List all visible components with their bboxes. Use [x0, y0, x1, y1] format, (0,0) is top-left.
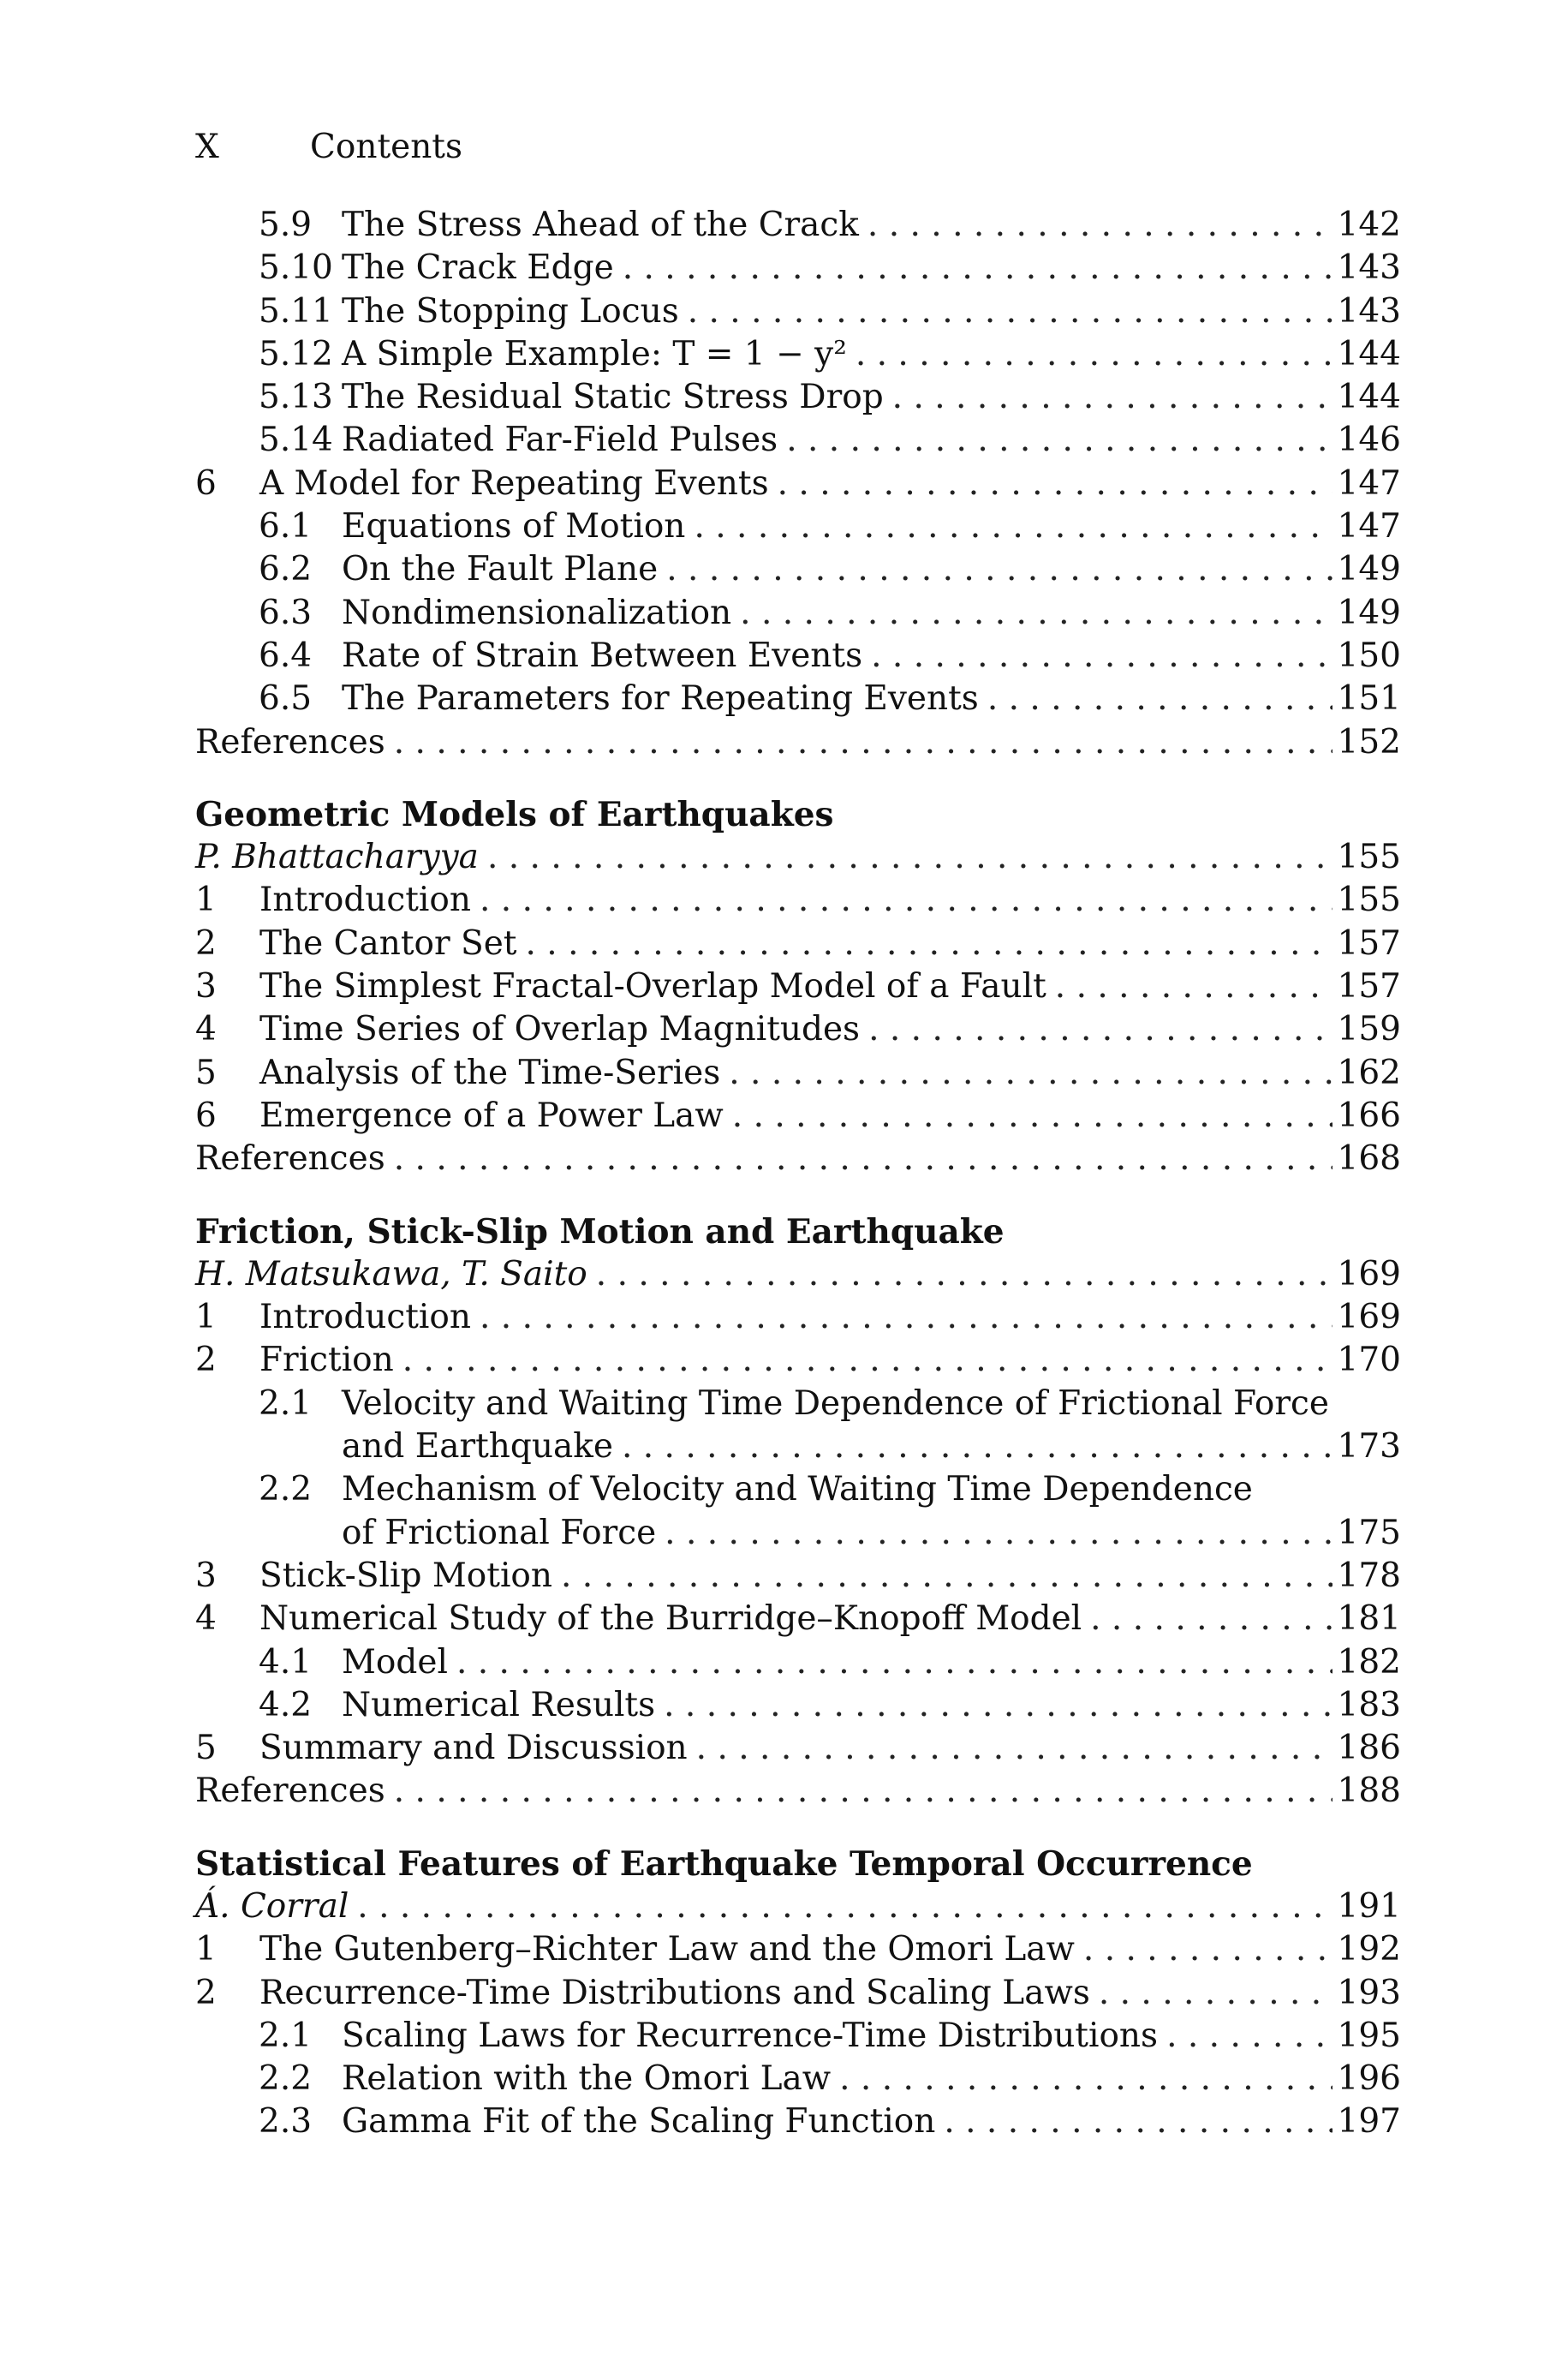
- toc-entry[interactable]: 4.1 Model . . . 182: [195, 1641, 1401, 1684]
- page-number: X: [195, 128, 219, 166]
- toc-entry[interactable]: 2.1 Scaling Laws for Recurrence-Time Distributions . . . 195: [195, 2015, 1401, 2058]
- toc-entry[interactable]: 5.13 The Residual Static Stress Drop . . . 144: [195, 376, 1401, 419]
- toc-entry[interactable]: 2.2 Mechanism of Velocity and Waiting Time Dependence: [259, 1470, 1253, 1509]
- toc-entry[interactable]: 6.2 On the Fault Plane . . . 149: [195, 548, 1401, 591]
- article-title[interactable]: Geometric Models of Earthquakes: [195, 794, 834, 834]
- toc-entry[interactable]: 5.11 The Stopping Locus . . . 143: [195, 290, 1401, 333]
- article-title[interactable]: Statistical Features of Earthquake Temporal Occurrence: [195, 1843, 1253, 1884]
- toc-entry[interactable]: 2.2 Relation with the Omori Law . . . 196: [195, 2058, 1401, 2100]
- toc-entry[interactable]: 4.2 Numerical Results . . . 183: [195, 1684, 1401, 1727]
- toc-entry[interactable]: 5.14 Radiated Far-Field Pulses . . . 146: [195, 419, 1401, 462]
- article-author[interactable]: P. Bhattacharyya . . . 155: [195, 836, 1401, 879]
- toc-entry[interactable]: 6.5 The Parameters for Repeating Events . . . 151: [195, 678, 1401, 720]
- toc-entry[interactable]: 5 Summary and Discussion . . . 186: [195, 1727, 1401, 1770]
- toc-entry[interactable]: 2 Recurrence-Time Distributions and Scaling Laws . . . 193: [195, 1972, 1401, 2015]
- article-author[interactable]: Á. Corral . . . 191: [195, 1885, 1401, 1928]
- running-header: [195, 127, 462, 168]
- article-title[interactable]: Friction, Stick-Slip Motion and Earthquake: [195, 1211, 1005, 1252]
- article-author[interactable]: H. Matsukawa, T. Saito . . . 169: [195, 1253, 1401, 1296]
- toc-entry[interactable]: 3 The Simplest Fractal-Overlap Model of a Fault . . . 157: [195, 965, 1401, 1008]
- toc-entry[interactable]: 6.4 Rate of Strain Between Events . . . 150: [195, 635, 1401, 678]
- toc-entry[interactable]: 6 A Model for Repeating Events . . . 147: [195, 463, 1401, 505]
- toc-entry[interactable]: 4 Numerical Study of the Burridge–Knopoff Model . . . 181: [195, 1598, 1401, 1640]
- toc-entry[interactable]: 1 Introduction . . . 169: [195, 1296, 1401, 1339]
- toc-entry[interactable]: 2.1 Velocity and Waiting Time Dependence of Frictional Force: [259, 1383, 1329, 1423]
- toc-entry-continuation[interactable]: of Frictional Force . . . 175: [195, 1512, 1401, 1555]
- toc-entry[interactable]: 1 Introduction . . . 155: [195, 879, 1401, 922]
- toc-entry-continuation[interactable]: and Earthquake . . . 173: [195, 1425, 1401, 1468]
- running-title: Contents: [310, 128, 462, 166]
- toc-entry[interactable]: 5 Analysis of the Time-Series . . . 162: [195, 1052, 1401, 1095]
- toc-entry[interactable]: 2.3 Gamma Fit of the Scaling Function . . . 197: [195, 2100, 1401, 2143]
- toc-entry-references[interactable]: References . . . 152: [195, 721, 1401, 764]
- toc-entry[interactable]: 6 Emergence of a Power Law . . . 166: [195, 1095, 1401, 1138]
- toc-entry[interactable]: 5.12 A Simple Example: T = 1 − y² . . . 144: [195, 333, 1401, 376]
- toc-entry-references[interactable]: References . . . 168: [195, 1138, 1401, 1180]
- table-of-contents: [195, 204, 1401, 2144]
- toc-entry[interactable]: 5.10 The Crack Edge . . . 143: [195, 247, 1401, 290]
- toc-entry[interactable]: 2 Friction . . . 170: [195, 1339, 1401, 1382]
- toc-entry[interactable]: 5.9 The Stress Ahead of the Crack . . . 142: [195, 204, 1401, 247]
- toc-entry[interactable]: 6.1 Equations of Motion . . . 147: [195, 505, 1401, 548]
- toc-entry[interactable]: 1 The Gutenberg–Richter Law and the Omori Law . . . 192: [195, 1928, 1401, 1971]
- toc-entry[interactable]: 6.3 Nondimensionalization . . . 149: [195, 592, 1401, 635]
- toc-entry-references[interactable]: References . . . 188: [195, 1770, 1401, 1813]
- toc-entry[interactable]: 3 Stick-Slip Motion . . . 178: [195, 1555, 1401, 1598]
- toc-entry[interactable]: 2 The Cantor Set . . . 157: [195, 923, 1401, 965]
- toc-entry[interactable]: 4 Time Series of Overlap Magnitudes . . . 159: [195, 1008, 1401, 1051]
